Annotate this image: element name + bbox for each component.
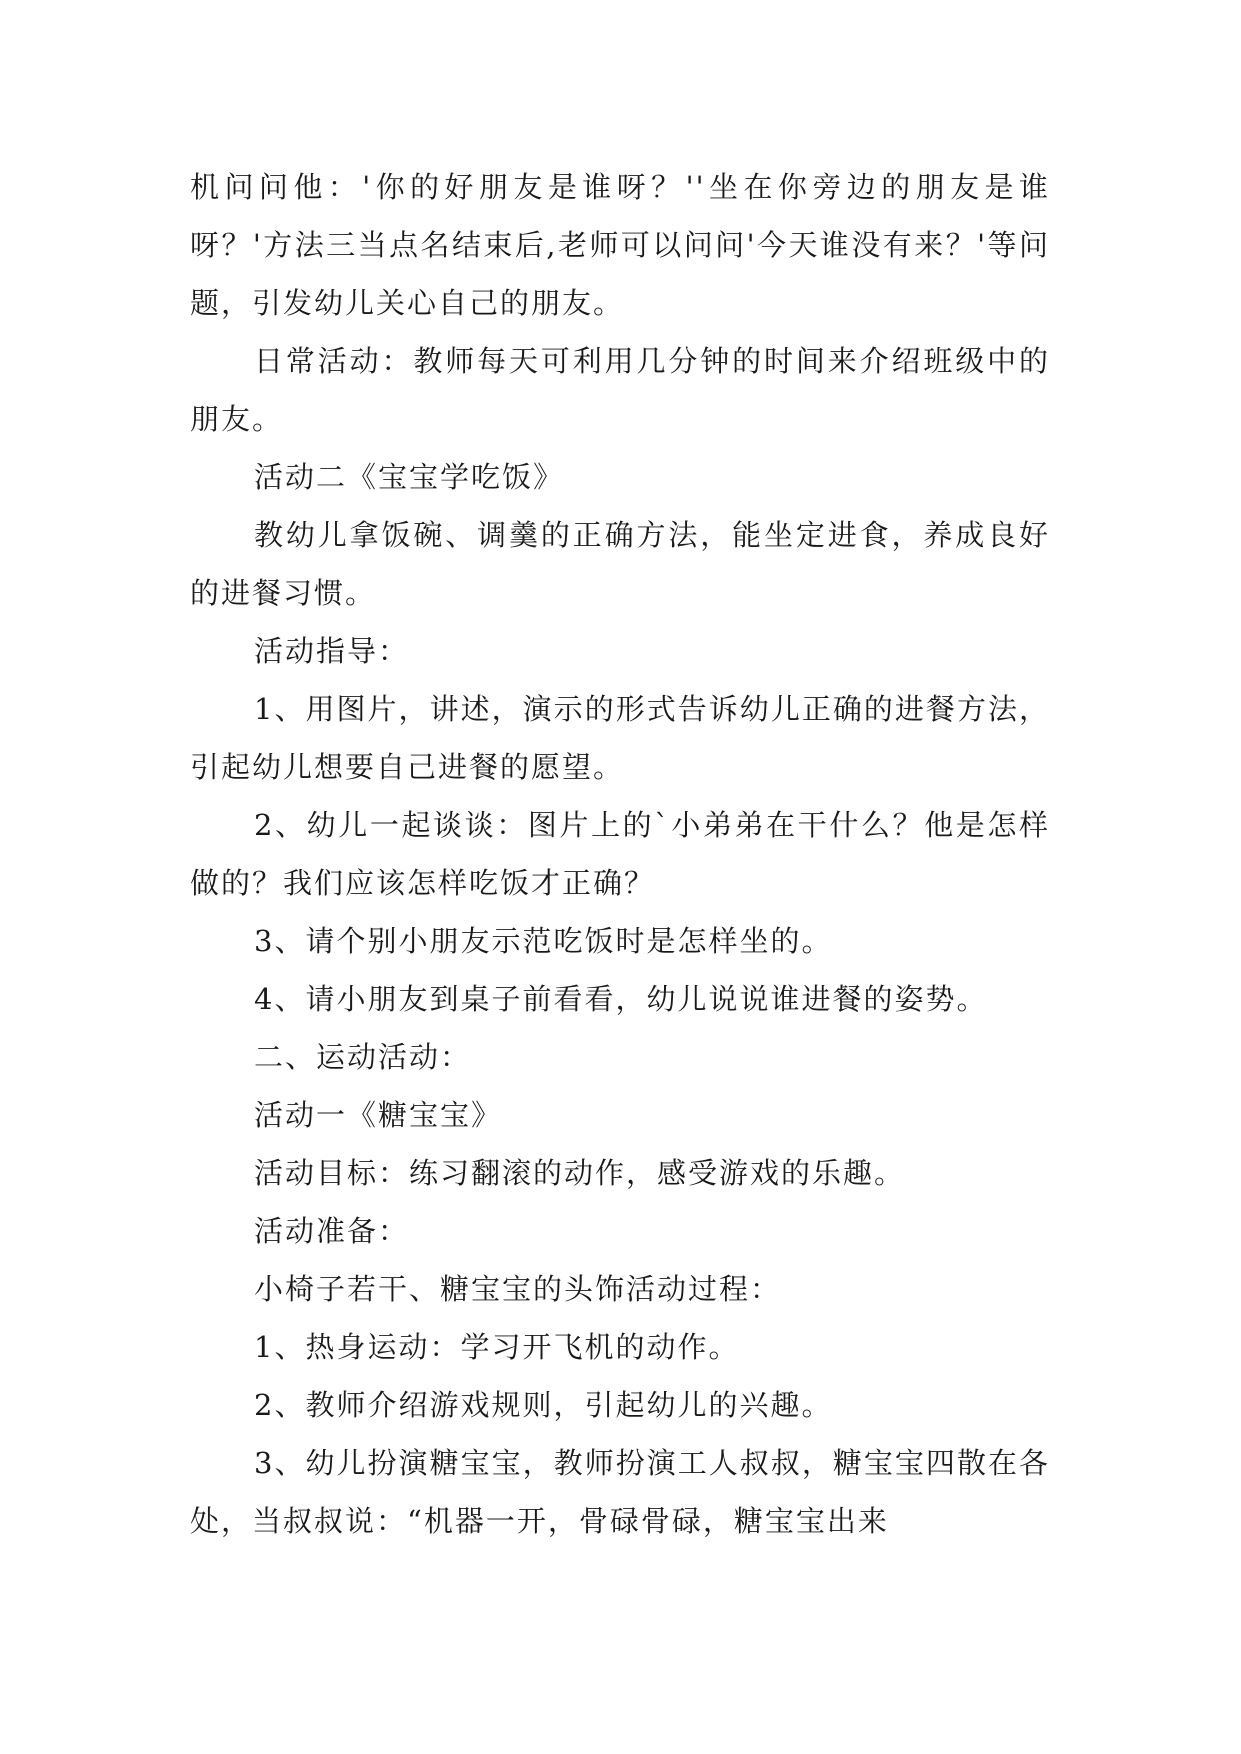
list-item: 3、幼儿扮演糖宝宝，教师扮演工人叔叔，糖宝宝四散在各处，当叔叔说：“机器一开，骨碌骨碌，糖宝宝出来: [190, 1446, 1050, 1538]
paragraph: 小椅子若干、糖宝宝的头饰活动过程：: [254, 1272, 782, 1306]
list-item: 1、用图片，讲述，演示的形式告诉幼儿正确的进餐方法，引起幼儿想要自己进餐的愿望。: [190, 692, 1050, 784]
document-body: [190, 158, 1050, 1550]
list-item: 4、请小朋友到桌子前看看，幼儿说说谁进餐的姿势。: [254, 982, 988, 1016]
list-item: 2、教师介绍游戏规则，引起幼儿的兴趣。: [254, 1388, 833, 1422]
section-heading: 活动指导：: [254, 634, 410, 668]
section-heading: 活动准备：: [254, 1214, 410, 1248]
list-item: 1、热身运动：学习开飞机的动作。: [254, 1330, 740, 1364]
section-heading: 二、运动活动：: [254, 1040, 472, 1074]
paragraph: 机问问他：'你的好朋友是谁呀？''坐在你旁边的朋友是谁呀？'方法三当点名结束后,老师可以问问'今天谁没有来？'等问题，引发幼儿关心自己的朋友。: [190, 170, 1050, 320]
list-item: 2、幼儿一起谈谈：图片上的`小弟弟在干什么？他是怎样做的？我们应该怎样吃饭才正确？: [190, 808, 1050, 900]
paragraph: 日常活动：教师每天可利用几分钟的时间来介绍班级中的朋友。: [190, 344, 1050, 436]
list-item: 3、请个别小朋友示范吃饭时是怎样坐的。: [254, 924, 833, 958]
paragraph: 活动目标：练习翻滚的动作，感受游戏的乐趣。: [254, 1156, 906, 1190]
section-heading: 活动一《糖宝宝》: [254, 1098, 503, 1132]
paragraph: 教幼儿拿饭碗、调羹的正确方法，能坐定进食，养成良好的进餐习惯。: [190, 518, 1050, 610]
section-heading: 活动二《宝宝学吃饭》: [254, 460, 565, 494]
